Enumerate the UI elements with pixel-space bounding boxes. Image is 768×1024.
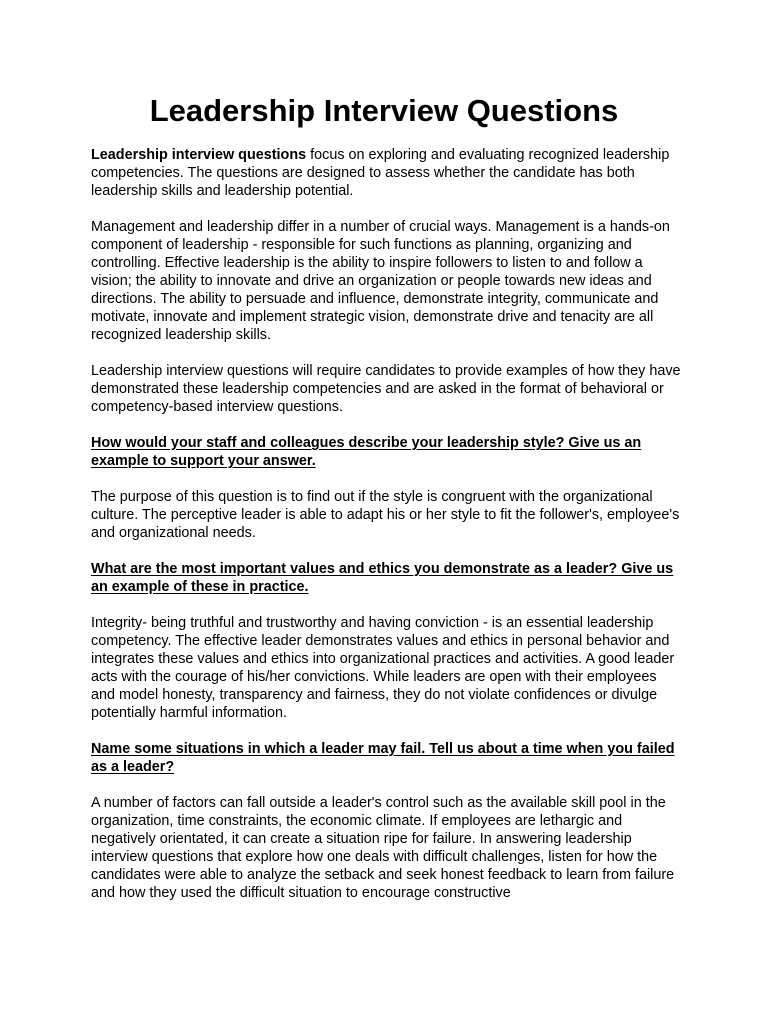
question-heading-values-ethics: What are the most important values and ethics you demonstrate as a leader? Give us an example of these in practice. <box>91 561 674 595</box>
answer-leader-failure: A number of factors can fall outside a leader's control such as the available skill pool in the organization, time constraints, the economic climate. If employees are lethargic and negatively orientated, it can create a situation ripe for failure. In answering leadership interview questions that explore how one deals with difficult challenges, listen for how the candidates were able to analyze the setback and seek honest feedback to learn from failure and how they used the difficult situation to encourage constructive <box>91 795 675 901</box>
page-title: Leadership Interview Questions <box>149 93 619 128</box>
question-heading-leadership-style: How would your staff and colleagues describe your leadership style? Give us an example to support your answer. <box>91 435 642 469</box>
format-paragraph: Leadership interview questions will require candidates to provide examples of how they have demonstrated these leadership competencies and are asked in the format of behavioral or competency-based interview questions. <box>91 363 681 415</box>
management-paragraph: Management and leadership differ in a number of crucial ways. Management is a hands-on component of leadership - responsible for such functions as planning, organizing and controlling. Effective leadership is the ability to inspire followers to listen to and follow a vision; the ability to innovate and drive an organization or people towards new ideas and directions. The ability to persuade and influence, demonstrate integrity, communicate and motivate, innovate and implement strategic vision, demonstrate drive and tenacity are all recognized leadership skills. <box>91 219 670 343</box>
document-body <box>91 146 681 920</box>
intro-rest: focus on exploring and evaluating recognized leadership competencies. The questions are designed to assess whether the candidate has both leadership skills and leadership potential. <box>91 147 670 199</box>
intro-lead-bold: Leadership interview questions <box>91 147 307 163</box>
intro-paragraph <box>91 146 681 200</box>
question-heading-leader-failure: Name some situations in which a leader may fail. Tell us about a time when you failed as a leader? <box>91 741 675 775</box>
answer-leadership-style: The purpose of this question is to find out if the style is congruent with the organizational culture. The perceptive leader is able to adapt his or her style to fit the follower's, employee's and organizational needs. <box>91 489 680 541</box>
answer-values-ethics: Integrity- being truthful and trustworthy and having conviction - is an essential leadership competency. The effective leader demonstrates values and ethics in personal behavior and integrates these values and ethics into organizational practices and activities. A good leader acts with the courage of his/her convictions. While leaders are open with their employees and model honesty, transparency and fairness, they do not violate confidences or divulge potentially harmful information. <box>91 615 675 721</box>
